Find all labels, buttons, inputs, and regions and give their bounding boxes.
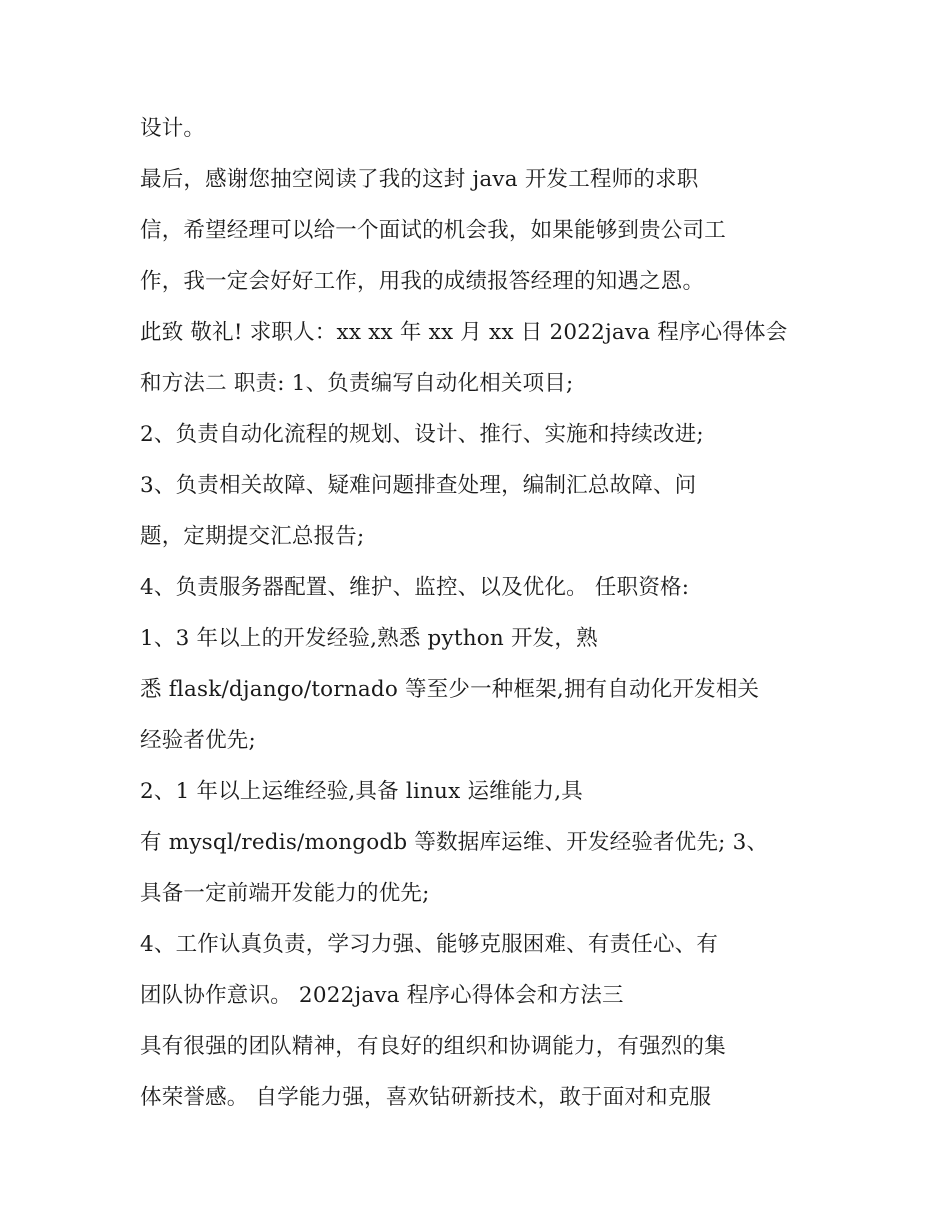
text-line: 体荣誉感。 自学能力强，喜欢钻研新技术，敢于面对和克服 [140, 1085, 712, 1110]
text-line: 具备一定前端开发能力的优先; [140, 881, 430, 906]
text-line: 悉 flask/django/tornado 等至少一种框架,拥有自动化开发相关 [140, 677, 760, 702]
text-line: 2、1 年以上运维经验,具备 linux 运维能力,具 [140, 779, 584, 804]
text-line: 题，定期提交汇总报告; [140, 524, 365, 549]
text-line: 3、负责相关故障、疑难问题排查处理，编制汇总故障、问 [140, 473, 697, 498]
text-line: 有 mysql/redis/mongodb 等数据库运维、开发经验者优先; 3、 [140, 830, 769, 855]
text-line: 4、工作认真负责，学习力强、能够克服困难、有责任心、有 [140, 932, 719, 957]
text-line: 具有很强的团队精神，有良好的组织和协调能力，有强烈的集 [140, 1034, 726, 1059]
document-body [140, 107, 820, 1127]
text-line: 经验者优先; [140, 728, 256, 753]
text-line: 2、负责自动化流程的规划、设计、推行、实施和持续改进; [140, 422, 704, 447]
text-line: 信，希望经理可以给一个面试的机会我，如果能够到贵公司工 [140, 218, 726, 243]
text-line: 此致 敬礼! 求职人：xx xx 年 xx 月 xx 日 2022java 程序心得体会 [140, 320, 788, 345]
text-line: 最后，感谢您抽空阅读了我的这封 java 开发工程师的求职 [140, 167, 699, 192]
text-line: 和方法二 职责: 1、负责编写自动化相关项目; [140, 371, 574, 396]
text-line: 1、3 年以上的开发经验,熟悉 python 开发，熟 [140, 626, 598, 651]
text-line: 4、负责服务器配置、维护、监控、以及优化。 任职资格: [140, 575, 690, 600]
text-line: 作，我一定会好好工作，用我的成绩报答经理的知遇之恩。 [140, 269, 705, 294]
text-line: 设计。 [140, 116, 206, 141]
text-line: 团队协作意识。 2022java 程序心得体会和方法三 [140, 983, 624, 1008]
